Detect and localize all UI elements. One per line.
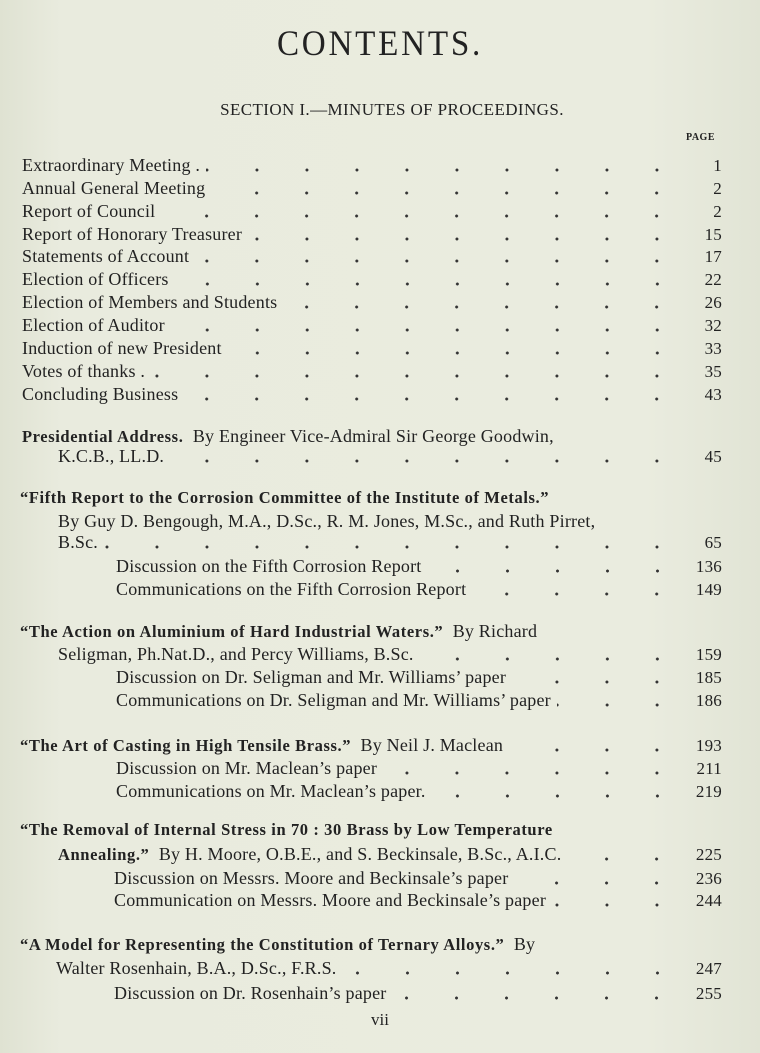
toc-subentry — [114, 890, 722, 911]
entry-text: Report of Council — [22, 201, 156, 221]
page-number-ref: 244 — [695, 891, 722, 910]
page-column-header: PAGE — [685, 132, 715, 143]
page-number-ref: 22 — [704, 270, 722, 289]
entry-text: K.C.B., LL.D. — [58, 446, 165, 466]
entry-text: Statements of Account — [22, 246, 190, 266]
toc-subentry — [116, 758, 722, 779]
page-number-ref: 193 — [695, 736, 722, 755]
page-number-ref: 236 — [695, 869, 722, 888]
page-number: vii — [371, 1010, 389, 1029]
dot-leader — [428, 569, 683, 573]
page-number-ref: 225 — [695, 845, 722, 864]
entry-text: Discussion on Dr. Rosenhain’s paper — [114, 983, 387, 1003]
entry-text: Communications on Mr. Maclean’s paper. — [116, 781, 426, 801]
dot-leader — [557, 703, 682, 707]
page-number-ref: 149 — [695, 580, 722, 599]
toc-entry — [22, 178, 722, 199]
entry-text: “Fifth Report to the Corrosion Committee of the Institute of Metals.” — [20, 488, 550, 507]
entry-text: “A Model for Representing the Constitution of Ternary Alloys.” — [20, 935, 505, 954]
toc-entry — [22, 269, 722, 290]
page-number-ref: 211 — [696, 759, 722, 778]
dot-leader — [392, 996, 682, 1000]
entry-text: Annealing.” — [58, 845, 150, 864]
toc-subentry — [114, 868, 722, 889]
page-number-ref: 136 — [695, 557, 722, 576]
page-number-ref: 2 — [713, 202, 722, 221]
entry-text: “The Removal of Internal Stress in 70 : 30 Brass by Low Temperature — [20, 820, 553, 839]
toc-subentry — [116, 781, 722, 802]
page-number-ref: 35 — [704, 362, 722, 381]
entry-text: Communications on the Fifth Corrosion Report — [116, 579, 467, 599]
dot-leader — [472, 592, 682, 596]
toc-entry — [22, 315, 722, 336]
dot-leader — [211, 191, 682, 195]
dot-leader — [206, 168, 682, 172]
entry-text: Walter Rosenhain, B.A., D.Sc., F.R.S. — [56, 958, 337, 978]
page-number-ref: 255 — [695, 984, 722, 1003]
entry-text: Votes of thanks . — [22, 361, 146, 381]
entry-text: Annual General Meeting — [22, 178, 206, 198]
dot-leader — [175, 282, 682, 286]
toc-entry — [20, 735, 722, 756]
entry-text: Discussion on Mr. Maclean’s paper — [116, 758, 378, 778]
page-number-ref: 45 — [704, 447, 722, 466]
entry-text: Induction of new President — [22, 338, 222, 358]
paper-title — [20, 621, 722, 642]
page-number-ref: 219 — [695, 782, 722, 801]
entry-text: Seligman, Ph.Nat.D., and Percy Williams, B.Sc. — [58, 644, 414, 664]
paper-title — [20, 934, 722, 955]
entry-text: Presidential Address. — [22, 427, 184, 446]
page-number-ref: 17 — [704, 247, 722, 266]
toc-subentry — [114, 983, 722, 1004]
entry-text: Discussion on the Fifth Corrosion Report — [116, 556, 422, 576]
entry-text: Communications on Dr. Seligman and Mr. Williams’ paper — [116, 690, 551, 710]
dot-leader — [512, 680, 682, 684]
dot-leader — [567, 857, 682, 861]
toc-entry — [22, 201, 722, 222]
dot-leader — [283, 305, 682, 309]
entry-text: By H. Moore, O.B.E., and S. Beckinsale, B.Sc., A.I.C. — [158, 844, 562, 864]
toc-subentry — [116, 556, 722, 577]
entry-text: B.Sc. — [58, 532, 99, 552]
toc-entry — [58, 532, 722, 553]
toc-entry — [22, 338, 722, 359]
toc-entry — [58, 446, 722, 467]
entry-text: Extraordinary Meeting . — [22, 155, 201, 175]
page-number-ref: 1 — [713, 156, 722, 175]
page-number-ref: 186 — [695, 691, 722, 710]
entry-text: “The Art of Casting in High Tensile Brass.” — [20, 736, 352, 755]
entry-text: By Guy D. Bengough, M.A., D.Sc., R. M. Jones, M.Sc., and Ruth Pirret, — [58, 511, 596, 531]
entry-text: Election of Members and Students — [22, 292, 278, 312]
paper-title — [20, 820, 722, 840]
dot-leader — [170, 459, 682, 463]
dot-leader — [514, 881, 682, 885]
section-heading: SECTION I.—MINUTES OF PROCEEDINGS. — [220, 100, 564, 119]
toc-entry — [22, 361, 722, 382]
toc-subentry — [116, 667, 722, 688]
toc-entry — [22, 224, 722, 245]
entry-text: Concluding Business — [22, 384, 179, 404]
toc-entry — [56, 958, 722, 979]
toc-entry — [22, 246, 722, 267]
toc-entry — [22, 155, 722, 176]
dot-leader — [161, 214, 682, 218]
dot-leader — [151, 374, 682, 378]
dot-leader — [171, 328, 682, 332]
entry-text: Election of Auditor — [22, 315, 165, 335]
entry-text: Communication on Messrs. Moore and Beckinsale’s paper — [114, 890, 547, 910]
page-number-ref: 185 — [695, 668, 722, 687]
toc-entry — [22, 292, 722, 313]
dot-leader — [184, 397, 682, 401]
entry-text: “The Action on Aluminium of Hard Industrial Waters.” — [20, 622, 444, 641]
page-number-ref: 65 — [704, 533, 722, 552]
paper-byline — [58, 511, 722, 532]
dot-leader — [195, 259, 682, 263]
entry-text: By Neil J. Maclean — [360, 735, 504, 755]
dot-leader — [552, 903, 682, 907]
page-number-ref: 33 — [704, 339, 722, 358]
page-number-ref: 26 — [704, 293, 722, 312]
dot-leader — [420, 657, 682, 661]
toc-subentry — [116, 690, 722, 711]
entry-text: By Engineer Vice-Admiral Sir George Goodwin, — [192, 426, 554, 446]
dot-leader — [343, 971, 682, 975]
entry-text: By — [513, 934, 536, 954]
dot-leader — [248, 237, 682, 241]
presidential-address-heading — [22, 426, 722, 447]
entry-text: Election of Officers — [22, 269, 169, 289]
toc-entry — [58, 844, 722, 865]
paper-title — [20, 488, 722, 508]
dot-leader — [432, 794, 682, 798]
dot-leader — [228, 351, 682, 355]
page-title: CONTENTS. — [276, 23, 484, 63]
dot-leader — [383, 771, 682, 775]
page-number-ref: 159 — [695, 645, 722, 664]
toc-entry — [58, 644, 722, 665]
page-number-ref: 32 — [704, 316, 722, 335]
page-number-ref: 2 — [713, 179, 722, 198]
dot-leader — [509, 748, 682, 752]
page-number-ref: 15 — [704, 225, 722, 244]
toc-subentry — [116, 579, 722, 600]
entry-text: Discussion on Dr. Seligman and Mr. Williams’ paper — [116, 667, 507, 687]
page-number-ref: 247 — [695, 959, 722, 978]
entry-text: Report of Honorary Treasurer — [22, 224, 243, 244]
dot-leader — [104, 545, 682, 549]
entry-text: By Richard — [452, 621, 538, 641]
page-number-ref: 43 — [704, 385, 722, 404]
entry-text: Discussion on Messrs. Moore and Beckinsale’s paper — [114, 868, 509, 888]
toc-entry — [22, 384, 722, 405]
